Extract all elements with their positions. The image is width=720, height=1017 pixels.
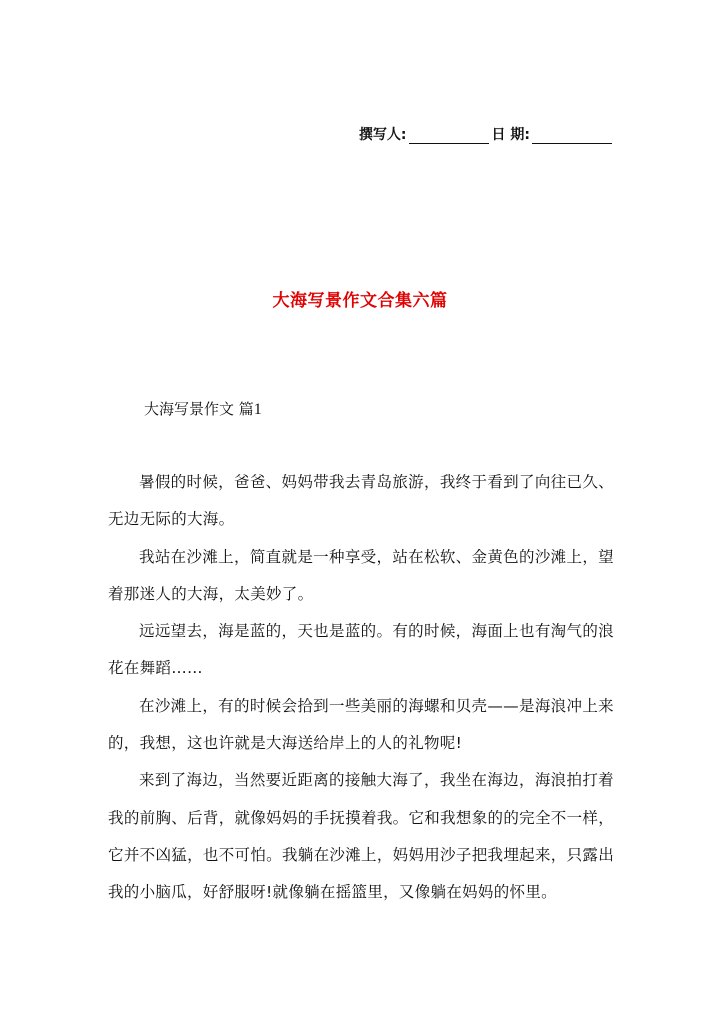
author-label: 撰写人: [358,127,407,143]
body-text [108,464,614,912]
date-label: 日 期: [491,127,530,143]
paragraph: 暑假的时候，爸爸、妈妈带我去青岛旅游，我终于看到了向往已久、无边无际的大海。 [108,473,614,529]
paragraph: 在沙滩上，有的时候会拾到一些美丽的海螺和贝壳——是海浪冲上来的，我想，这也许就是大海送给岸上的人的礼物呢! [108,696,614,753]
section-label: 大海写景作文 篇 [144,400,254,418]
paragraph: 远远望去，海是蓝的，天也是蓝的。有的时候，海面上也有淘气的浪花在舞蹈…… [108,622,614,678]
section-heading [144,398,262,419]
section-number: 1 [253,401,262,418]
author-date-line [359,126,612,144]
date-blank-field [532,129,612,144]
document-title: 大海写景作文合集六篇 [272,291,448,311]
paragraph: 来到了海边，当然要近距离的接触大海了，我坐在海边，海浪拍打着我的前胸、后背，就像妈妈的手抚摸着我。它和我想象的的完全不一样，它并不凶猛，也不可怕。我躺在沙滩上，妈妈用沙子把我埋起来，只露出我的小脑瓜，好舒服呀!就像躺在摇篮里，又像躺在妈妈的怀里。 [108,771,614,902]
author-blank-field [409,129,489,144]
paragraph: 我站在沙滩上，简直就是一种享受，站在松软、金黄色的沙滩上，望着那迷人的大海，太美妙了。 [108,547,614,603]
